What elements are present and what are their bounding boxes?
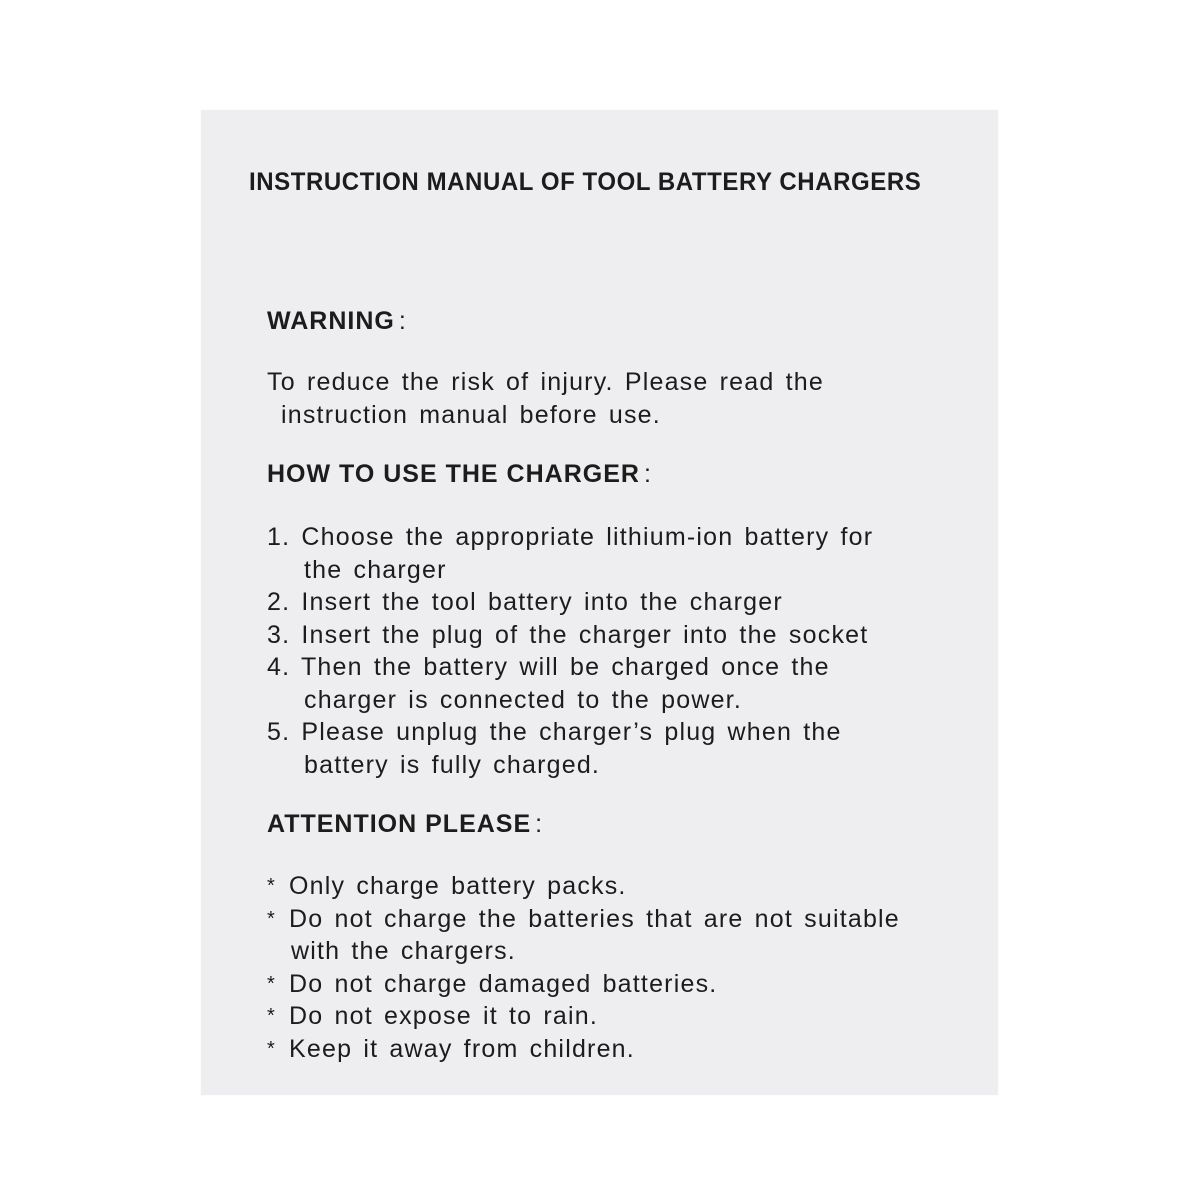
step-line: battery is fully charged.: [304, 750, 601, 779]
warning-text: [267, 366, 824, 431]
steps-list: [267, 521, 873, 781]
how-to-use-heading: [267, 460, 652, 489]
attention-line: Do not expose it to rain.: [289, 1002, 599, 1030]
attention-item: [267, 968, 900, 1001]
step-line: 4. Then the battery will be charged once the: [267, 653, 830, 681]
warning-line: To reduce the risk of injury. Please read the: [267, 368, 824, 396]
how-to-use-heading-text: HOW TO USE THE CHARGER: [267, 460, 640, 488]
how-to-use-heading-colon: :: [643, 460, 652, 488]
warning-line: instruction manual before use.: [281, 400, 661, 429]
step-line: 2. Insert the tool battery into the charger: [267, 588, 783, 616]
attention-line: Do not charge damaged batteries.: [289, 969, 718, 998]
attention-item: [267, 1000, 900, 1033]
attention-line: Keep it away from children.: [289, 1034, 635, 1063]
asterisk-bullet-icon: *: [267, 907, 276, 930]
attention-line: Only charge battery packs.: [289, 872, 627, 900]
warning-heading-text: WARNING: [267, 307, 395, 335]
step-line: charger is connected to the power.: [304, 685, 742, 714]
attention-heading: [267, 810, 543, 839]
step-line: the charger: [304, 555, 447, 584]
attention-line: with the chargers.: [291, 937, 516, 965]
asterisk-bullet-icon: *: [267, 1037, 276, 1060]
attention-list: [267, 870, 900, 1065]
asterisk-bullet-icon: *: [267, 972, 276, 995]
step-item: [267, 716, 873, 781]
attention-item: [267, 1033, 900, 1066]
attention-heading-colon: :: [535, 810, 544, 838]
asterisk-bullet-icon: *: [267, 1005, 276, 1027]
step-line: 1. Choose the appropriate lithium-ion battery for: [267, 523, 874, 551]
warning-heading: [267, 307, 407, 336]
manual-title: INSTRUCTION MANUAL OF TOOL BATTERY CHARGERS: [249, 168, 922, 196]
asterisk-bullet-icon: *: [267, 875, 276, 897]
step-item: [267, 651, 873, 716]
attention-heading-text: ATTENTION PLEASE: [267, 810, 532, 838]
instruction-sheet: [201, 110, 998, 1095]
attention-line: Do not charge the batteries that are not suitable: [289, 904, 900, 933]
step-line: 3. Insert the plug of the charger into the socket: [267, 620, 869, 649]
warning-heading-colon: :: [398, 307, 407, 335]
step-item: [267, 521, 873, 586]
attention-item: [267, 870, 900, 903]
step-item: [267, 619, 873, 652]
attention-item: [267, 903, 900, 968]
step-item: [267, 586, 873, 619]
step-line: 5. Please unplug the charger’s plug when the: [267, 718, 842, 746]
